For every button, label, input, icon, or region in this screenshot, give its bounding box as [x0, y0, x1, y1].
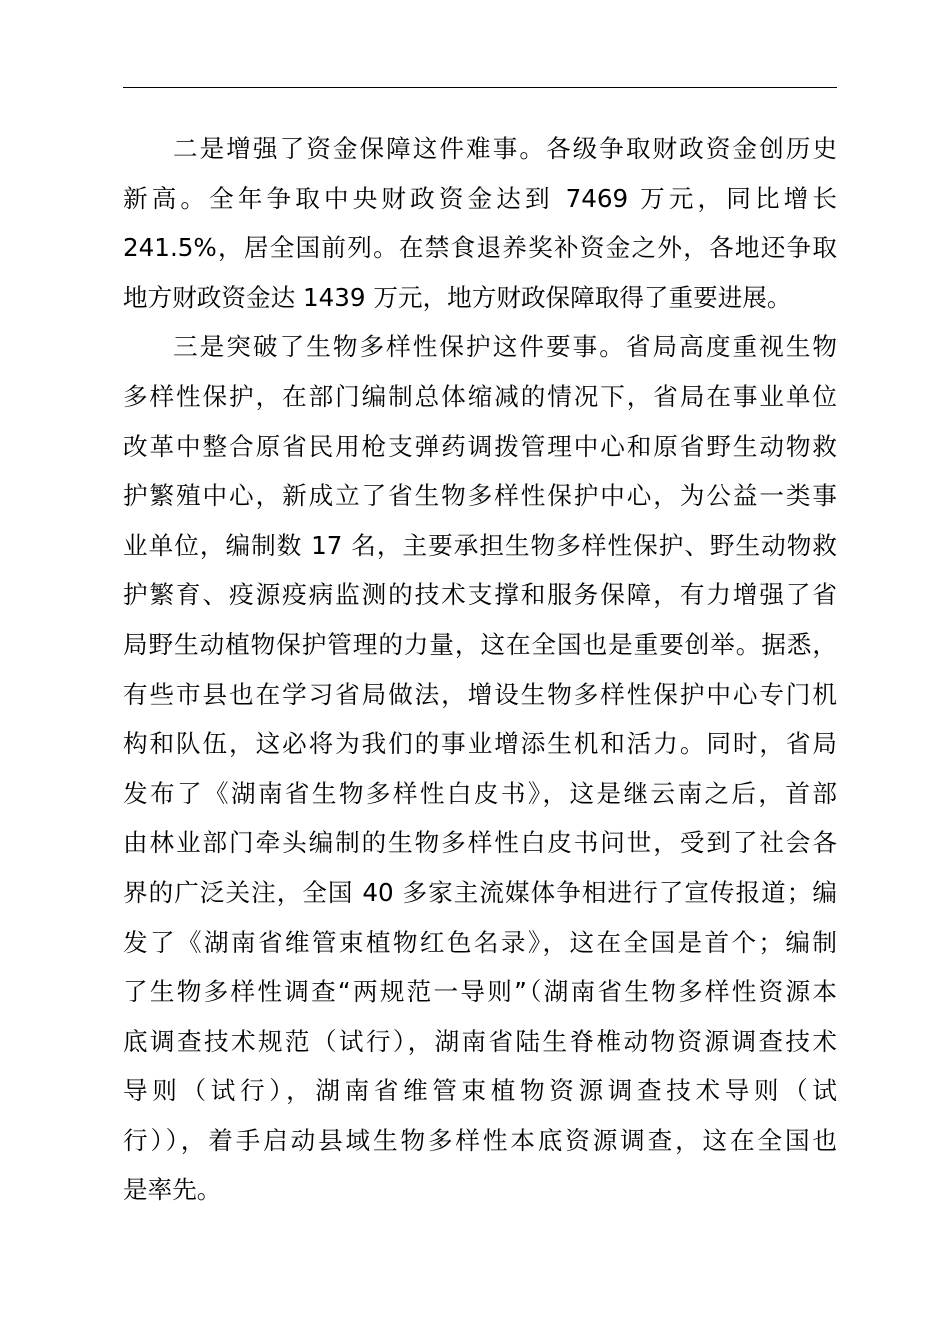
paragraph-2-line-1: 三是突破了生物多样性保护这件要事。省局高度重视生物 — [173, 332, 837, 362]
paragraph-2-line-2: 多样性保护，在部门编制总体缩减的情况下，省局在事业单位 — [123, 381, 837, 411]
paragraph-1-line-3: 241.5%，居全国前列。在禁食退养奖补资金之外，各地还争取 — [123, 233, 837, 263]
paragraph-2-line-8: 有些市县也在学习省局做法，增设生物多样性保护中心专门机 — [123, 679, 837, 709]
paragraph-2-line-4: 护繁殖中心，新成立了省生物多样性保护中心，为公益一类事 — [123, 481, 837, 511]
paragraph-2-line-7: 局野生动植物保护管理的力量，这在全国也是重要创举。据悉， — [123, 629, 837, 659]
paragraph-2-line-5: 业单位，编制数 17 名，主要承担生物多样性保护、野生动物救 — [123, 530, 837, 560]
paragraph-2-line-18: 是率先。 — [123, 1175, 222, 1205]
paragraph-1-line-2: 新高。全年争取中央财政资金达到 7469 万元，同比增长 — [123, 183, 837, 213]
paragraph-1-line-1: 二是增强了资金保障这件难事。各级争取财政资金创历史 — [173, 134, 837, 163]
paragraph-2-line-15: 底调查技术规范（试行），湖南省陆生脊椎动物资源调查技术 — [123, 1026, 837, 1056]
paragraph-2-line-13: 发了《湖南省维管束植物红色名录》，这在全国是首个；编制 — [123, 927, 837, 957]
paragraph-2-line-17: 行）），着手启动县域生物多样性本底资源调查，这在全国也 — [123, 1125, 837, 1155]
paragraph-2-line-16: 导则（试行），湖南省维管束植物资源调查技术导则（试 — [123, 1076, 837, 1106]
paragraph-2-line-3: 改革中整合原省民用枪支弹药调拨管理中心和原省野生动物救 — [123, 431, 837, 461]
paragraph-2-line-11: 由林业部门牵头编制的生物多样性白皮书问世，受到了社会各 — [123, 828, 837, 858]
paragraph-2-line-6: 护繁育、疫源疫病监测的技术支撑和服务保障，有力增强了省 — [123, 580, 837, 610]
paragraph-1-line-4: 地方财政资金达 1439 万元，地方财政保障取得了重要进展。 — [123, 282, 792, 312]
paragraph-2-line-12: 界的广泛关注，全国 40 多家主流媒体争相进行了宣传报道；编 — [123, 877, 837, 907]
header-divider — [123, 87, 837, 88]
paragraph-2-line-10: 发布了《湖南省生物多样性白皮书》，这是继云南之后，首部 — [123, 778, 837, 808]
paragraph-2-line-14: 了生物多样性调查“两规范一导则”（湖南省生物多样性资源本 — [123, 977, 837, 1007]
document-body — [123, 124, 837, 1215]
paragraph-2-line-9: 构和队伍，这必将为我们的事业增添生机和活力。同时，省局 — [123, 729, 837, 759]
